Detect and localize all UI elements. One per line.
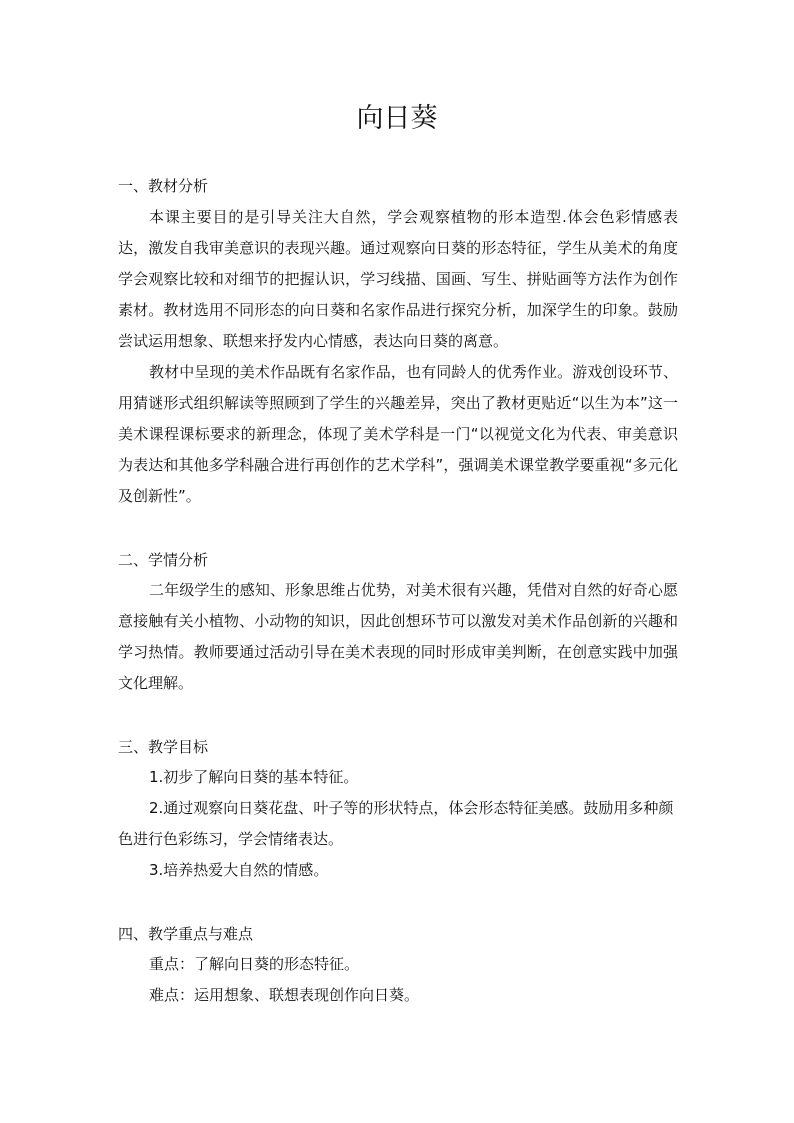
section-heading-key-difficult-points: 四、教学重点与难点 [118,925,254,943]
paragraph-textbook-analysis-2: 教材中呈现的美术作品既有名家作品，也有同龄人的优秀作业。游戏创设环节、用猜谜形式组织解读等照顾到了学生的兴趣差异，突出了教材更贴近“以生为本”这一美术课程课标要求的新理念，体现了美术学科是一门“以视觉文化为代表、审美意识为表达和其他多学科融合进行再创作的艺术学科”，强调美术课堂教学要重视“多元化及创新性”。 [118,363,678,505]
difficult-point: 难点：运用想象、联想表现创作向日葵。 [149,986,420,1004]
section-heading-student-analysis: 二、学情分析 [118,551,209,569]
objective-item-1: 1.初步了解向日葵的基本特征。 [149,768,359,786]
document-title: 向日葵 [356,103,438,134]
key-point: 重点：了解向日葵的形态特征。 [149,955,360,973]
paragraph-textbook-analysis-1: 本课主要目的是引导关注大自然，学会观察植物的形本造型.体会色彩情感表达，激发自我审美意识的表现兴趣。通过观察向日葵的形态特征，学生从美术的角度学会观察比较和对细节的把握认识，学习线描、国画、写生、拼贴画等方法作为创作素材。教材选用不同形态的向日葵和名家作品进行探究分析，加深学生的印象。鼓励尝试运用想象、联想来抒发内心情感，表达向日葵的离意。 [118,208,678,350]
objective-item-3: 3.培养热爱大自然的情感。 [149,861,329,879]
objective-item-2: 2.通过观察向日葵花盘、叶子等的形状特点，体会形态特征美感。鼓励用多种颜色进行色彩练习，学会情绪表达。 [118,799,674,848]
section-heading-textbook-analysis: 一、教材分析 [118,177,209,195]
section-heading-teaching-objectives: 三、教学目标 [118,738,209,756]
paragraph-student-analysis: 二年级学生的感知、形象思维占优势，对美术很有兴趣，凭借对自然的好奇心愿意接触有关小植物、小动物的知识，因此创想环节可以激发对美术作品创新的兴趣和学习热情。教师要通过活动引导在美术表现的同时形成审美判断，在创意实践中加强文化理解。 [118,581,678,692]
